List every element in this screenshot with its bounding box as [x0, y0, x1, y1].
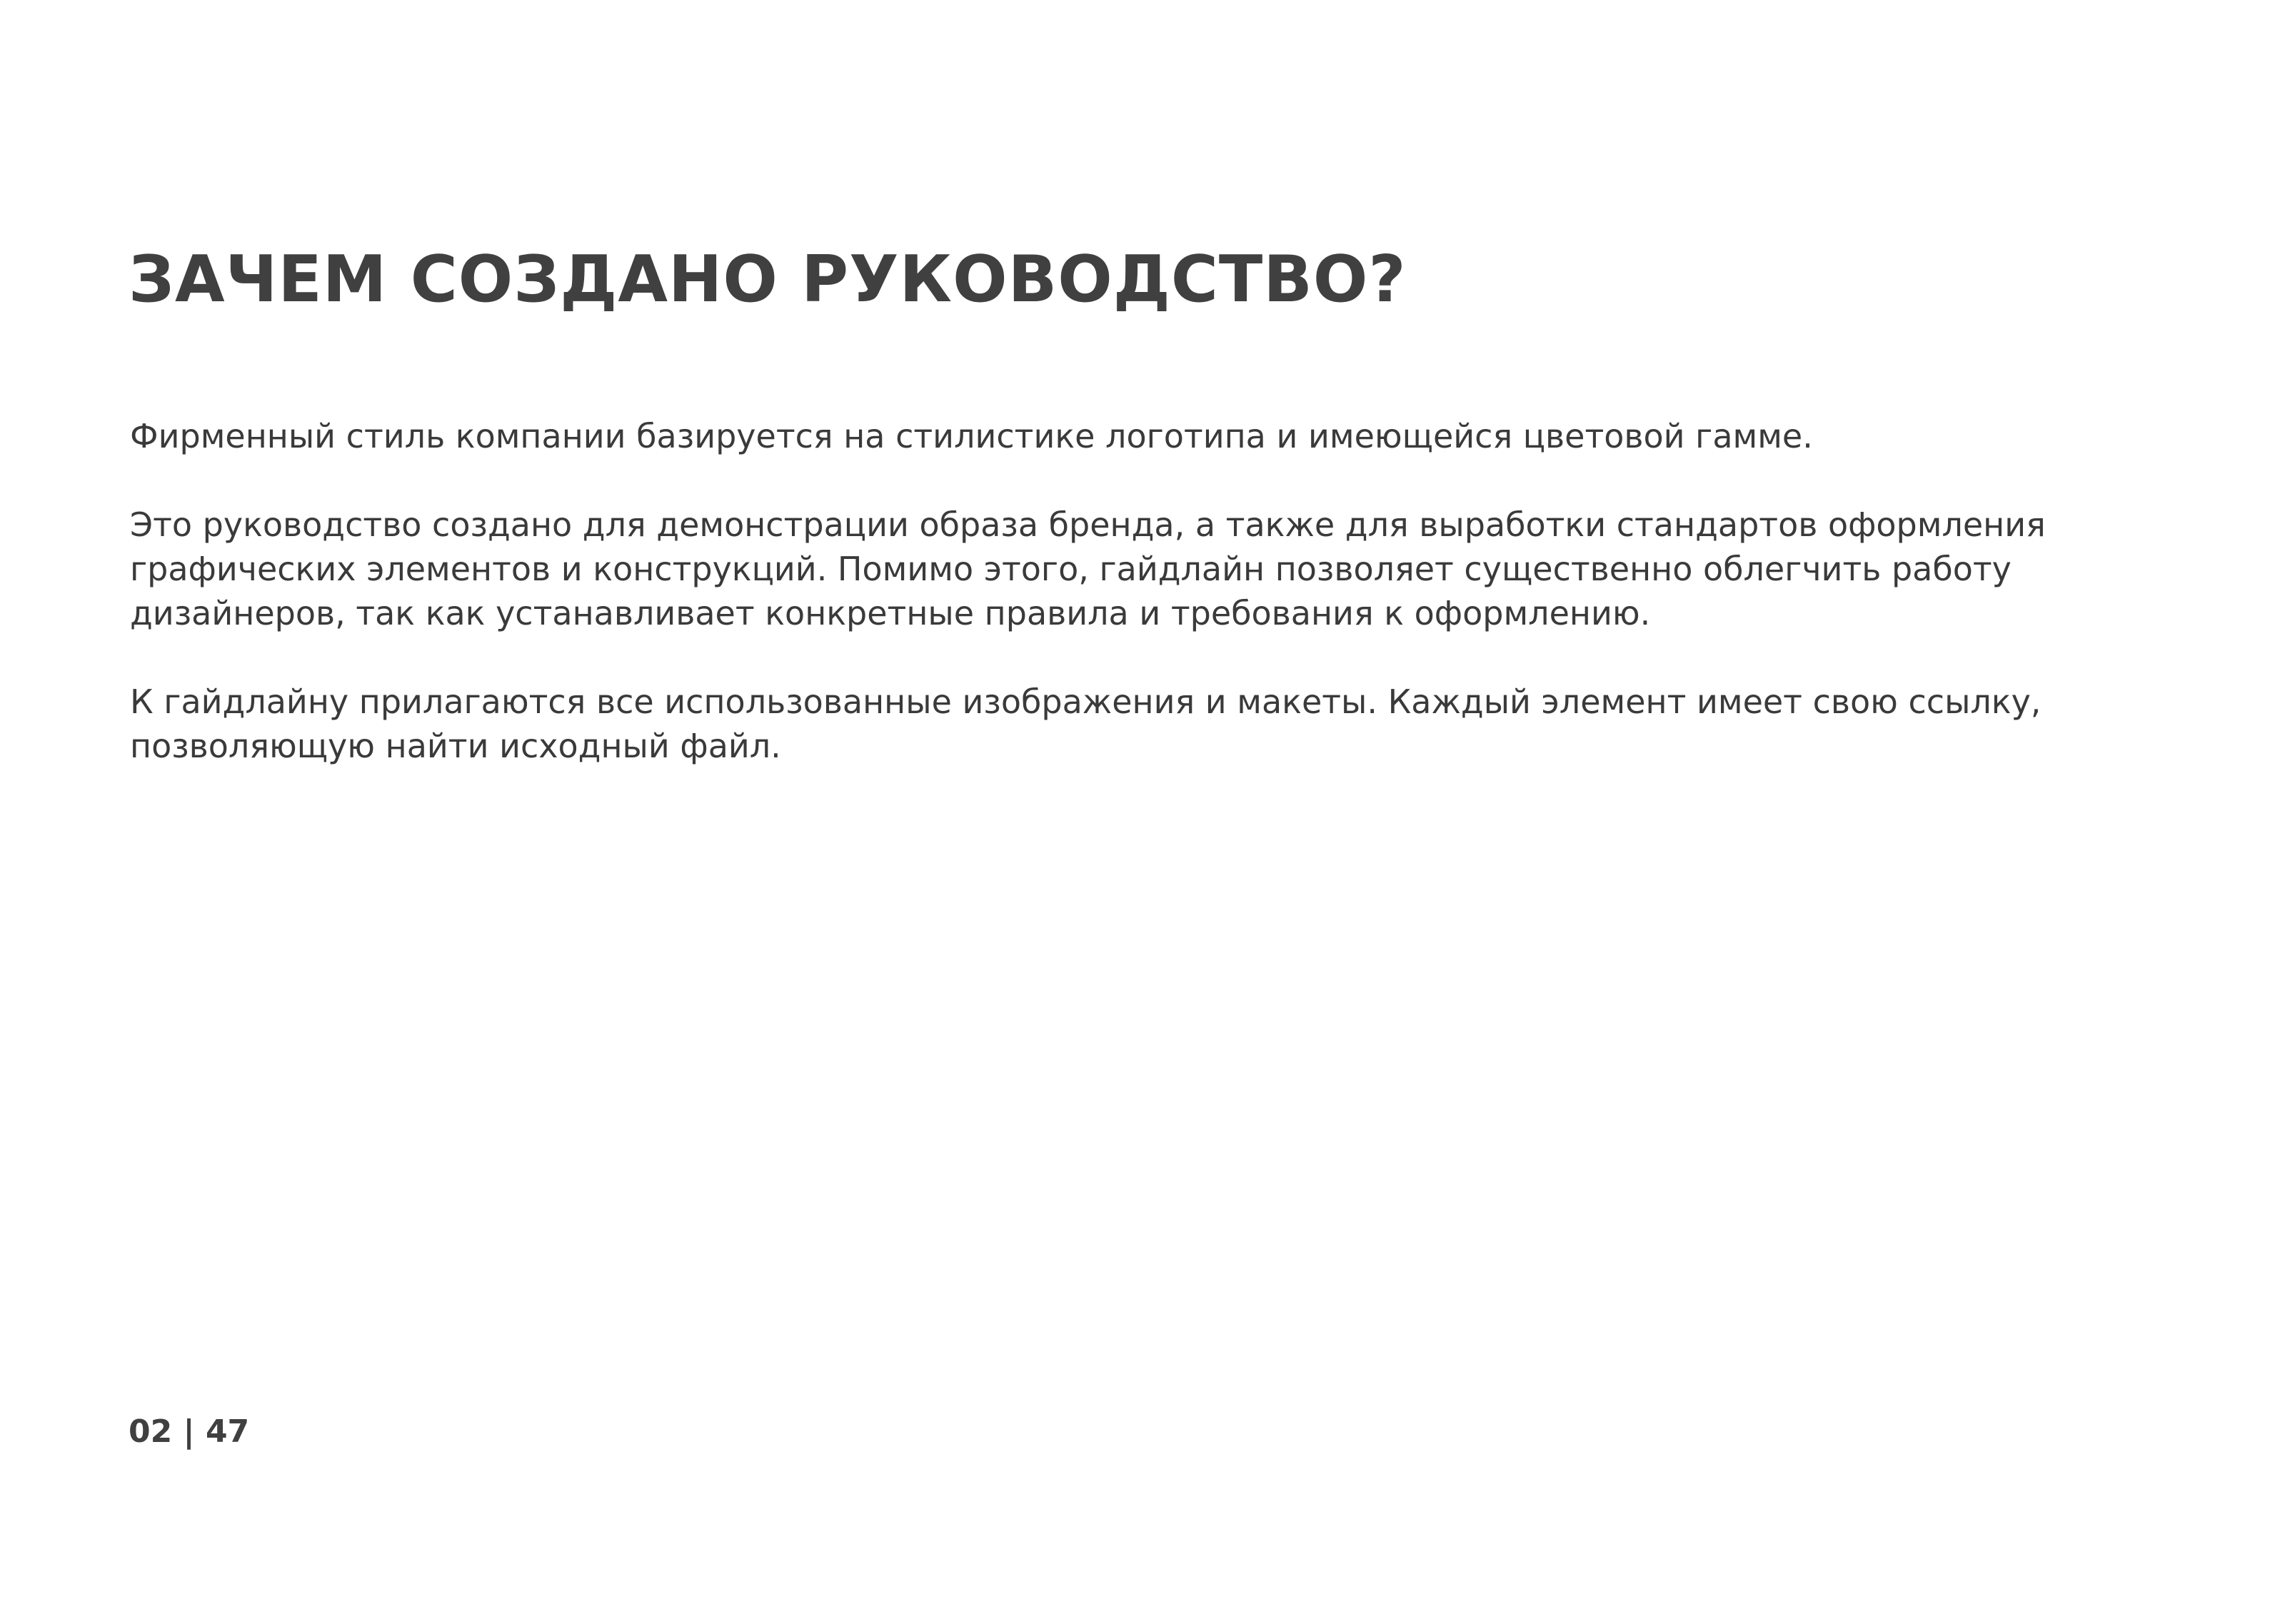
page-title: ЗАЧЕМ СОЗДАНО РУКОВОДСТВО?	[129, 242, 1407, 317]
paragraph-line: графических элементов и конструкций. Помимо этого, гайдлайн позволяет существенно облегчить работу	[130, 550, 2012, 588]
paragraph-line: позволяющую найти исходный файл.	[130, 727, 781, 765]
paragraph-line: Это руководство создано для демонстрации образа бренда, а также для выработки стандартов оформления	[130, 505, 2046, 544]
body-text	[130, 414, 2086, 812]
paragraph-line: К гайдлайну прилагаются все использованные изображения и макеты. Каждый элемент имеет свою ссылку,	[130, 682, 2042, 721]
paragraph-line: дизайнеров, так как устанавливает конкретные правила и требования к оформлению.	[130, 594, 1651, 632]
page-number: 02 | 47	[129, 1413, 250, 1450]
paragraph-1	[130, 414, 2086, 458]
paragraph-3	[130, 680, 2086, 768]
paragraph-line: Фирменный стиль компании базируется на стилистике логотипа и имеющейся цветовой гамме.	[130, 417, 1813, 455]
paragraph-2	[130, 503, 2086, 635]
